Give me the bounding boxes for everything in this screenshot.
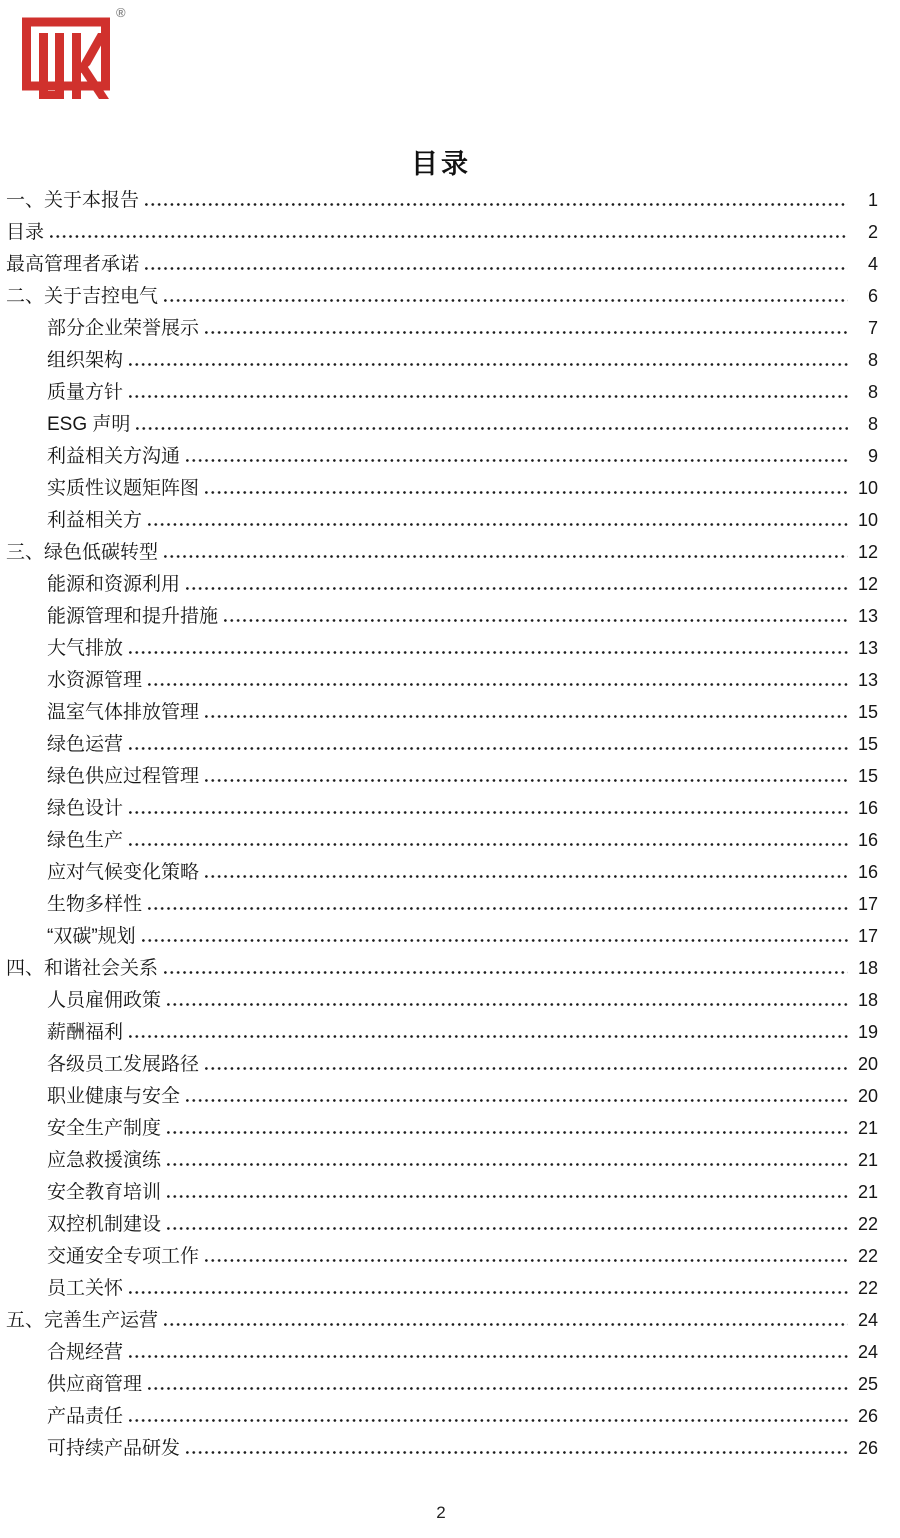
toc-entry[interactable] [6, 1400, 878, 1432]
dot-leader [167, 1163, 848, 1166]
toc-entry[interactable] [6, 792, 878, 824]
toc-entry-page: 18 [857, 958, 878, 978]
toc-entry-page: 13 [857, 638, 878, 658]
toc-entry-page: 1 [867, 190, 878, 210]
toc-entry-page: 8 [867, 382, 878, 402]
toc-entry[interactable] [6, 1208, 878, 1240]
dot-leader [205, 331, 848, 334]
toc-entry[interactable] [6, 1272, 878, 1304]
toc-entry[interactable] [6, 760, 878, 792]
toc-entry[interactable] [6, 664, 878, 696]
toc-entry-page: 10 [857, 510, 878, 530]
dot-leader [205, 1067, 848, 1070]
toc-entry[interactable] [6, 184, 878, 216]
dot-leader [136, 427, 848, 430]
toc-entry-label: 利益相关方沟通 [47, 446, 181, 467]
toc-entry-label: 能源和资源利用 [47, 574, 181, 595]
toc-entry[interactable] [6, 600, 878, 632]
toc-entry-label: 应对气候变化策略 [47, 862, 200, 883]
registered-trademark-icon: ® [116, 5, 126, 20]
footer-page-number: 2 [436, 1503, 446, 1522]
toc-entry[interactable] [6, 1048, 878, 1080]
toc-entry[interactable] [6, 856, 878, 888]
dot-leader [205, 491, 848, 494]
toc-entry-page: 21 [857, 1118, 878, 1138]
dot-leader [167, 1227, 848, 1230]
dot-leader [145, 267, 848, 270]
dot-leader [205, 875, 848, 878]
toc-entry-label: 质量方针 [47, 382, 124, 403]
toc-entry-label: 二、关于吉控电气 [6, 286, 159, 307]
toc-entry[interactable] [6, 1304, 878, 1336]
toc-entry-label: 供应商管理 [47, 1374, 143, 1395]
toc-entry-label: 水资源管理 [47, 670, 143, 691]
dot-leader [164, 299, 848, 302]
toc-entry[interactable] [6, 1112, 878, 1144]
dot-leader [164, 555, 848, 558]
toc-entry-page: 16 [857, 798, 878, 818]
dot-leader [186, 587, 848, 590]
dot-leader [148, 1387, 848, 1390]
toc-entry-page: 13 [857, 670, 878, 690]
toc-entry-label: 可持续产品研发 [47, 1438, 181, 1459]
toc-entry[interactable] [6, 504, 878, 536]
toc-entry-label: 实质性议题矩阵图 [47, 478, 200, 499]
toc-entry[interactable] [6, 696, 878, 728]
toc-entry[interactable] [6, 984, 878, 1016]
dot-leader [142, 939, 848, 942]
toc-entry-label: 五、完善生产运营 [6, 1310, 159, 1331]
toc-entry-label: ESG 声明 [47, 414, 131, 435]
toc-entry[interactable] [6, 1144, 878, 1176]
toc-entry-label: 三、绿色低碳转型 [6, 542, 159, 563]
toc-entry-page: 22 [857, 1246, 878, 1266]
dot-leader [129, 747, 848, 750]
toc-entry-page: 21 [857, 1182, 878, 1202]
dot-leader [164, 1323, 848, 1326]
toc-entry-label: 一、关于本报告 [6, 190, 140, 211]
toc-entry-label: 合规经营 [47, 1342, 124, 1363]
toc-entry-label: 员工关怀 [47, 1278, 124, 1299]
company-logo [22, 5, 142, 108]
dot-leader [224, 619, 848, 622]
toc-entry-page: 25 [857, 1374, 878, 1394]
toc-entry-label: 绿色设计 [47, 798, 124, 819]
toc-entry[interactable] [6, 248, 878, 280]
toc-entry-page: 7 [867, 318, 878, 338]
toc-entry-page: 4 [867, 254, 878, 274]
toc-entry-label: 四、和谐社会关系 [6, 958, 159, 979]
toc-entry-page: 6 [867, 286, 878, 306]
toc-entry-page: 9 [867, 446, 878, 466]
toc-entry-label: 产品责任 [47, 1406, 124, 1427]
toc-entry-label: 职业健康与安全 [47, 1086, 181, 1107]
page-title: 目录 [411, 149, 471, 179]
dot-leader [129, 363, 848, 366]
toc-entry-label: 绿色生产 [47, 830, 124, 851]
toc-entry-page: 22 [857, 1214, 878, 1234]
dot-leader [129, 811, 848, 814]
dot-leader [129, 1419, 848, 1422]
dot-leader [145, 203, 848, 206]
toc-entry-page: 20 [857, 1086, 878, 1106]
toc-entry-label: 绿色运营 [47, 734, 124, 755]
toc-entry-page: 24 [857, 1342, 878, 1362]
toc-entry-page: 26 [857, 1406, 878, 1426]
toc-entry-label: 温室气体排放管理 [47, 702, 200, 723]
toc-entry-label: 应急救援演练 [47, 1150, 162, 1171]
toc-entry[interactable] [6, 952, 878, 984]
dot-leader [129, 843, 848, 846]
toc-entry-label: 利益相关方 [47, 510, 143, 531]
toc-entry-page: 16 [857, 862, 878, 882]
toc-entry[interactable] [6, 1336, 878, 1368]
dot-leader [129, 1355, 848, 1358]
toc-entry-page: 8 [867, 350, 878, 370]
dot-leader [129, 1291, 848, 1294]
dot-leader [148, 907, 848, 910]
toc-entry-page: 8 [867, 414, 878, 434]
toc-entry[interactable] [6, 1080, 878, 1112]
dot-leader [186, 1451, 848, 1454]
toc-entry-page: 12 [857, 542, 878, 562]
toc-entry[interactable] [6, 568, 878, 600]
dot-leader [205, 1259, 848, 1262]
dot-leader [129, 651, 848, 654]
toc-entry-page: 17 [857, 926, 878, 946]
toc-entry[interactable] [6, 312, 878, 344]
toc-entry[interactable] [6, 1016, 878, 1048]
toc-entry-label: 绿色供应过程管理 [47, 766, 200, 787]
toc-entry-page: 22 [857, 1278, 878, 1298]
toc-entry-label: 大气排放 [47, 638, 124, 659]
toc-entry-page: 10 [857, 478, 878, 498]
toc-entry-label: “双碳”规划 [47, 926, 136, 947]
toc-entry[interactable] [6, 472, 878, 504]
toc-entry-page: 24 [857, 1310, 878, 1330]
toc-entry[interactable] [6, 280, 878, 312]
dot-leader [167, 1131, 848, 1134]
toc-entry-label: 最高管理者承诺 [6, 254, 140, 275]
dot-leader [205, 715, 848, 718]
toc-entry-page: 21 [857, 1150, 878, 1170]
toc-entry-page: 17 [857, 894, 878, 914]
toc-entry[interactable] [6, 1368, 878, 1400]
toc-entry-label: 双控机制建设 [47, 1214, 162, 1235]
toc-entry[interactable] [6, 408, 878, 440]
dot-leader [186, 1099, 848, 1102]
toc-entry[interactable] [6, 632, 878, 664]
dot-leader [129, 395, 848, 398]
toc-entry-page: 26 [857, 1438, 878, 1458]
toc-entry-page: 15 [857, 702, 878, 722]
toc-entry-label: 目录 [6, 222, 45, 243]
dot-leader [167, 1195, 848, 1198]
dot-leader [148, 683, 848, 686]
toc-entry-label: 安全教育培训 [47, 1182, 162, 1203]
toc-entry-label: 安全生产制度 [47, 1118, 162, 1139]
toc-entry[interactable] [6, 536, 878, 568]
toc-entry[interactable] [6, 376, 878, 408]
toc-entry[interactable] [6, 1176, 878, 1208]
toc-entry-page: 15 [857, 734, 878, 754]
table-of-contents [6, 184, 878, 1464]
dot-leader [186, 459, 848, 462]
toc-entry-page: 15 [857, 766, 878, 786]
toc-entry-label: 部分企业荣誉展示 [47, 318, 200, 339]
toc-entry[interactable] [6, 920, 878, 952]
dot-leader [50, 235, 848, 238]
toc-entry-label: 人员雇佣政策 [47, 990, 162, 1011]
toc-entry-page: 20 [857, 1054, 878, 1074]
toc-entry-page: 19 [857, 1022, 878, 1042]
toc-entry-page: 16 [857, 830, 878, 850]
toc-entry-page: 18 [857, 990, 878, 1010]
dot-leader [129, 1035, 848, 1038]
toc-entry-label: 能源管理和提升措施 [47, 606, 219, 627]
toc-entry[interactable] [6, 728, 878, 760]
jk-monogram-icon [22, 13, 122, 108]
toc-entry[interactable] [6, 824, 878, 856]
toc-entry-label: 生物多样性 [47, 894, 143, 915]
toc-entry-page: 12 [857, 574, 878, 594]
toc-entry-label: 组织架构 [47, 350, 124, 371]
toc-entry-label: 交通安全专项工作 [47, 1246, 200, 1267]
dot-leader [148, 523, 848, 526]
toc-entry[interactable] [6, 1240, 878, 1272]
toc-entry-label: 薪酬福利 [47, 1022, 124, 1043]
toc-entry[interactable] [6, 344, 878, 376]
dot-leader [164, 971, 848, 974]
page-footer [4, 1503, 878, 1523]
toc-entry[interactable] [6, 440, 878, 472]
toc-entry[interactable] [6, 1432, 878, 1464]
toc-entry-label: 各级员工发展路径 [47, 1054, 200, 1075]
dot-leader [205, 779, 848, 782]
toc-entry[interactable] [6, 888, 878, 920]
toc-entry[interactable] [6, 216, 878, 248]
toc-entry-page: 13 [857, 606, 878, 626]
dot-leader [167, 1003, 848, 1006]
toc-entry-page: 2 [867, 222, 878, 242]
